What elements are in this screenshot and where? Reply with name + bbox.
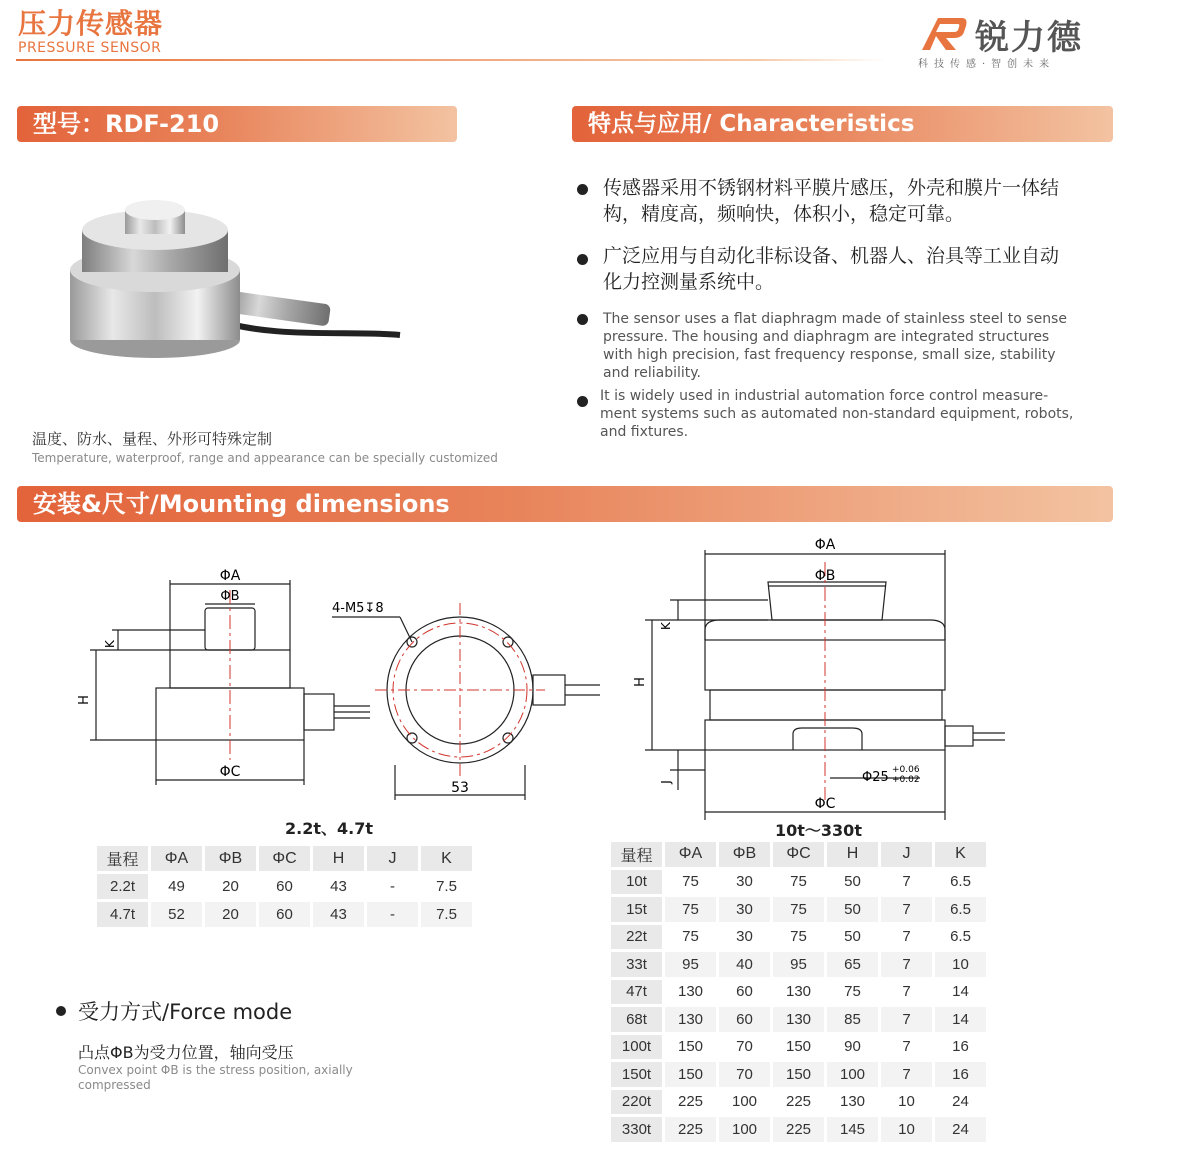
table-cell: 6.5 — [935, 922, 989, 950]
table-cell: 75 — [773, 922, 827, 950]
characteristic-en-1: The sensor uses a flat diaphragm made of stainless steel to sense pressure. The housing and diaphragm are integrated structures with high precision, fast frequency response, small size, stability and reliability. — [603, 311, 1067, 381]
label-bore: Φ25 — [862, 770, 889, 785]
table-cell: 150 — [773, 1059, 827, 1087]
large-sensor-dimension-table — [611, 842, 989, 1142]
table-row — [97, 899, 475, 927]
bullet-icon — [577, 314, 588, 325]
small-sensor-dimension-table — [97, 846, 475, 927]
small-sensor-top-drawing — [330, 595, 610, 805]
bullet-icon — [56, 1006, 66, 1016]
table-cell: 75 — [665, 922, 719, 950]
table-cell: 16 — [935, 1032, 989, 1060]
label-j: J — [659, 780, 673, 784]
table-cell: 14 — [935, 977, 989, 1005]
table-cell: 130 — [827, 1087, 881, 1115]
table-cell: 10 — [881, 1114, 935, 1142]
table-cell: 225 — [665, 1114, 719, 1142]
mounting-heading: 安装&尺寸/Mounting dimensions — [17, 486, 1113, 522]
small-sensor-caption: 2.2t、4.7t — [285, 819, 373, 838]
table-cell: 60 — [259, 899, 313, 927]
table-cell: 225 — [773, 1114, 827, 1142]
table-cell: 75 — [665, 867, 719, 895]
table-header-cell: ΦC — [773, 842, 827, 867]
large-sensor-caption: 10t～330t — [775, 821, 862, 840]
table-row — [611, 1087, 989, 1115]
label-thread: 4-M5↧8 — [332, 601, 384, 616]
force-mode-en: Convex point ΦB is the stress position, axially compressed — [78, 1063, 353, 1092]
table-cell: 15t — [611, 894, 665, 922]
table-cell: 75 — [827, 977, 881, 1005]
model-heading: 型号：RDF-210 — [17, 106, 457, 142]
table-cell: - — [367, 871, 421, 899]
table-row — [611, 1032, 989, 1060]
table-row — [611, 977, 989, 1005]
table-header-row — [611, 842, 989, 867]
table-cell: 6.5 — [935, 867, 989, 895]
table-cell: 6.5 — [935, 894, 989, 922]
table-header-cell: ΦB — [205, 846, 259, 871]
table-cell: 60 — [719, 1004, 773, 1032]
table-cell: 43 — [313, 899, 367, 927]
label-k: K — [659, 622, 673, 630]
table-row — [611, 1004, 989, 1032]
bullet-icon — [577, 184, 588, 195]
table-cell: 14 — [935, 1004, 989, 1032]
table-row — [97, 871, 475, 899]
brand-tagline: 科技传感·智创未来 — [918, 59, 1056, 70]
label-phi-a: ΦA — [814, 537, 836, 553]
table-cell: 70 — [719, 1032, 773, 1060]
table-header-cell: ΦA — [665, 842, 719, 867]
table-cell: 95 — [773, 949, 827, 977]
label-phi-c: ΦC — [219, 764, 241, 780]
label-h: H — [77, 695, 92, 705]
header-divider — [16, 59, 886, 61]
table-cell: 100 — [719, 1087, 773, 1115]
table-cell: 60 — [719, 977, 773, 1005]
label-phi-a: ΦA — [219, 568, 241, 584]
table-cell: 49 — [151, 871, 205, 899]
table-cell: 130 — [773, 977, 827, 1005]
table-cell: 145 — [827, 1114, 881, 1142]
table-cell: 75 — [773, 867, 827, 895]
table-row — [611, 894, 989, 922]
table-cell: 50 — [827, 867, 881, 895]
table-header-cell: ΦA — [151, 846, 205, 871]
table-cell: 10t — [611, 867, 665, 895]
table-cell: 22t — [611, 922, 665, 950]
table-cell: 130 — [665, 977, 719, 1005]
table-header-cell: J — [881, 842, 935, 867]
table-cell: 7 — [881, 1004, 935, 1032]
table-cell: 2.2t — [97, 871, 151, 899]
table-cell: 65 — [827, 949, 881, 977]
table-cell: 33t — [611, 949, 665, 977]
large-sensor-side-drawing — [630, 530, 1020, 820]
label-phi-c: ΦC — [814, 796, 836, 812]
table-row — [611, 949, 989, 977]
table-cell: 7.5 — [421, 899, 475, 927]
table-cell: 150 — [773, 1032, 827, 1060]
table-cell: 20 — [205, 899, 259, 927]
force-mode-zh: 凸点ΦB为受力位置，轴向受压 — [78, 1043, 294, 1062]
table-cell: 7 — [881, 867, 935, 895]
table-cell: 150 — [665, 1032, 719, 1060]
label-bore-tol-lower: +0.02 — [892, 775, 920, 785]
table-cell: 330t — [611, 1114, 665, 1142]
customization-en: Temperature, waterproof, range and appearance can be specially customized — [32, 451, 498, 465]
table-header-cell: ΦC — [259, 846, 313, 871]
force-mode-heading: 受力方式/Force mode — [78, 1000, 293, 1024]
table-cell: 90 — [827, 1032, 881, 1060]
table-cell: 7 — [881, 894, 935, 922]
label-phi-b: ΦB — [814, 568, 836, 584]
table-cell: 220t — [611, 1087, 665, 1115]
characteristic-zh-2: 广泛应用与自动化非标设备、机器人、治具等工业自动化力控测量系统中。 — [603, 245, 1060, 293]
table-header-cell: ΦB — [719, 842, 773, 867]
table-cell: 70 — [719, 1059, 773, 1087]
bullet-icon — [577, 254, 588, 265]
table-cell: 7 — [881, 977, 935, 1005]
label-dim-53: 53 — [451, 780, 469, 796]
table-cell: 85 — [827, 1004, 881, 1032]
table-header-cell: H — [827, 842, 881, 867]
table-header-cell: K — [935, 842, 989, 867]
table-row — [611, 1114, 989, 1142]
characteristics-heading: 特点与应用/ Characteristics — [572, 106, 1113, 142]
table-cell: 225 — [773, 1087, 827, 1115]
table-header-cell: 量程 — [611, 842, 665, 867]
table-cell: 4.7t — [97, 899, 151, 927]
label-bore-tol-upper: +0.06 — [892, 765, 920, 775]
table-cell: 30 — [719, 894, 773, 922]
table-cell: 50 — [827, 894, 881, 922]
r-logo-icon — [918, 14, 970, 52]
table-cell: 75 — [665, 894, 719, 922]
table-cell: 100 — [719, 1114, 773, 1142]
table-cell: 10 — [881, 1087, 935, 1115]
table-cell: 7 — [881, 1032, 935, 1060]
table-row — [611, 922, 989, 950]
table-cell: 50 — [827, 922, 881, 950]
page-title-zh: 压力传感器 — [18, 7, 164, 40]
table-cell: 60 — [259, 871, 313, 899]
page-title-en: PRESSURE SENSOR — [18, 40, 162, 56]
table-header-cell: K — [421, 846, 475, 871]
table-cell: 7.5 — [421, 871, 475, 899]
characteristic-zh-1: 传感器采用不锈钢材料平膜片感压，外壳和膜片一体结构，精度高，频响快，体积小，稳定可靠。 — [603, 177, 1060, 225]
table-cell: 100 — [827, 1059, 881, 1087]
table-cell: 10 — [935, 949, 989, 977]
table-cell: 225 — [665, 1087, 719, 1115]
table-cell: 130 — [773, 1004, 827, 1032]
table-cell: 95 — [665, 949, 719, 977]
table-header-cell: 量程 — [97, 846, 151, 871]
table-cell: 100t — [611, 1032, 665, 1060]
table-cell: 43 — [313, 871, 367, 899]
bullet-icon — [577, 396, 588, 407]
table-header-cell: J — [367, 846, 421, 871]
brand-name: 锐力德 — [975, 18, 1083, 58]
label-phi-b: ΦB — [220, 589, 240, 604]
sensor-product-image — [70, 190, 410, 360]
table-row — [611, 1059, 989, 1087]
table-cell: 16 — [935, 1059, 989, 1087]
table-cell: 24 — [935, 1087, 989, 1115]
table-cell: 30 — [719, 922, 773, 950]
table-header-cell: H — [313, 846, 367, 871]
characteristic-en-2: It is widely used in industrial automation force control measure-ment systems such as automated non-standard equipment, robots, and fixtures. — [600, 388, 1074, 440]
table-cell: 7 — [881, 1059, 935, 1087]
table-cell: 150t — [611, 1059, 665, 1087]
label-h: H — [633, 677, 648, 687]
table-cell: 68t — [611, 1004, 665, 1032]
table-cell: 30 — [719, 867, 773, 895]
table-cell: 75 — [773, 894, 827, 922]
table-cell: 52 — [151, 899, 205, 927]
table-header-row — [97, 846, 475, 871]
table-cell: 7 — [881, 922, 935, 950]
label-k: K — [103, 640, 117, 648]
table-cell: 150 — [665, 1059, 719, 1087]
table-cell: 40 — [719, 949, 773, 977]
table-cell: 24 — [935, 1114, 989, 1142]
table-cell: 20 — [205, 871, 259, 899]
table-cell: 47t — [611, 977, 665, 1005]
table-cell: - — [367, 899, 421, 927]
table-row — [611, 867, 989, 895]
customization-zh: 温度、防水、量程、外形可特殊定制 — [32, 430, 273, 448]
table-cell: 130 — [665, 1004, 719, 1032]
table-cell: 7 — [881, 949, 935, 977]
